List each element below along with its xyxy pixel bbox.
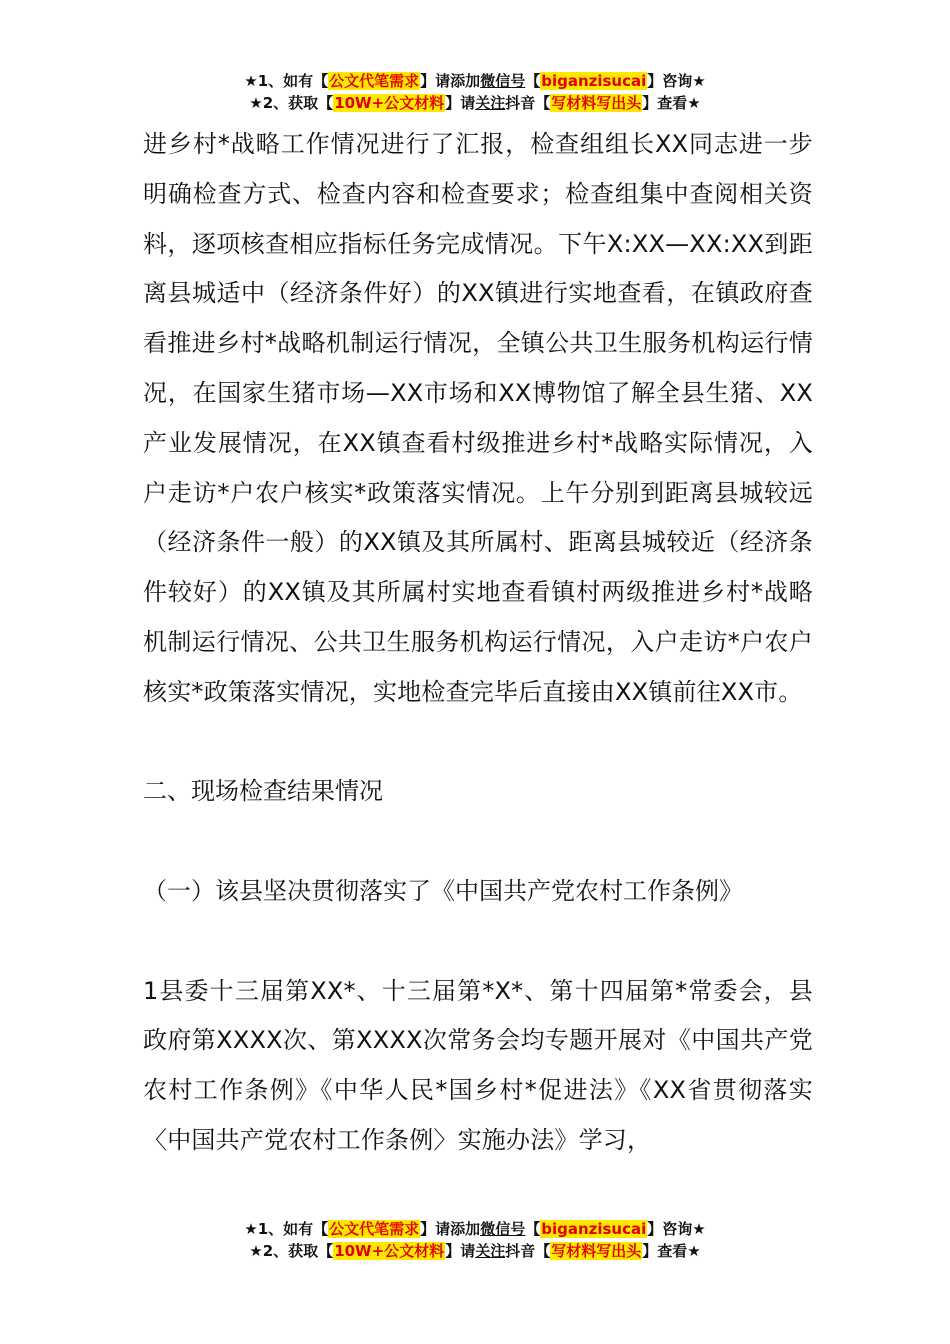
highlight-materials: 10W+公文材料 — [334, 1242, 445, 1260]
document-body — [143, 120, 813, 1166]
promo-line-1: ★1、如有【公文代笔需求】请添加微信号【biganzisucai】咨询★ — [244, 1220, 706, 1238]
paragraph-spacer — [143, 917, 813, 967]
highlight-wechat-id: biganzisucai — [541, 1220, 647, 1238]
body-paragraph-inspection-process: 进乡村*战略工作情况进行了汇报，检查组组长XX同志进一步明确检查方式、检查内容和检查要求；检查组集中查阅相关资料，逐项核查相应指标任务完成情况。下午X:XX—XX:XX到距离县城适中（经济条件好）的XX镇进行实地查看，在镇政府查看推进乡村*战略机制运行情况，全镇公共卫生服务机构运行情况，在国家生猪市场—XX市场和XX博物馆了解全县生猪、XX产业发展情况，在XX镇查看村级推进乡村*战略实际情况，入户走访*户农户核实*政策落实情况。上午分别到距离县城较远（经济条件一般）的XX镇及其所属村、距离县城较近（经济条件较好）的XX镇及其所属村实地查看镇村两级推进乡村*战略机制运行情况、公共卫生服务机构运行情况，入户走访*户农户核实*政策落实情况，实地检查完毕后直接由XX镇前往XX市。 — [143, 130, 813, 706]
highlight-writing-service: 公文代笔需求 — [329, 1220, 420, 1238]
highlight-materials: 10W+公文材料 — [334, 94, 445, 112]
highlight-writing-service: 公文代笔需求 — [329, 72, 420, 90]
header-promo-banner — [0, 70, 950, 114]
paragraph-spacer — [143, 718, 813, 768]
promo-line-2: ★2、获取【10W+公文材料】请关注抖音【写材料写出头】查看★ — [249, 94, 701, 112]
section-heading-results: 二、现场检查结果情况 — [143, 777, 383, 806]
footer-promo-banner — [0, 1218, 950, 1262]
promo-line-2: ★2、获取【10W+公文材料】请关注抖音【写材料写出头】查看★ — [249, 1242, 701, 1260]
subsection-heading-regulations: （一）该县坚决贯彻落实了《中国共产党农村工作条例》 — [143, 876, 743, 905]
body-paragraph-committee-meetings: 1县委十三届第XX*、十三届第*X*、第十四届第*常委会，县政府第XXXX次、第XXXX次常务会均专题开展对《中国共产党农村工作条例》《中华人民*国乡村*促进法》《XX省贯彻落实〈中国共产党农村工作条例〉实施办法》学习， — [143, 976, 813, 1154]
highlight-wechat-id: biganzisucai — [541, 72, 647, 90]
promo-line-1: ★1、如有【公文代笔需求】请添加微信号【biganzisucai】咨询★ — [244, 72, 706, 90]
highlight-douyin-account: 写材料写出头 — [551, 94, 642, 112]
highlight-douyin-account: 写材料写出头 — [551, 1242, 642, 1260]
paragraph-spacer — [143, 817, 813, 867]
